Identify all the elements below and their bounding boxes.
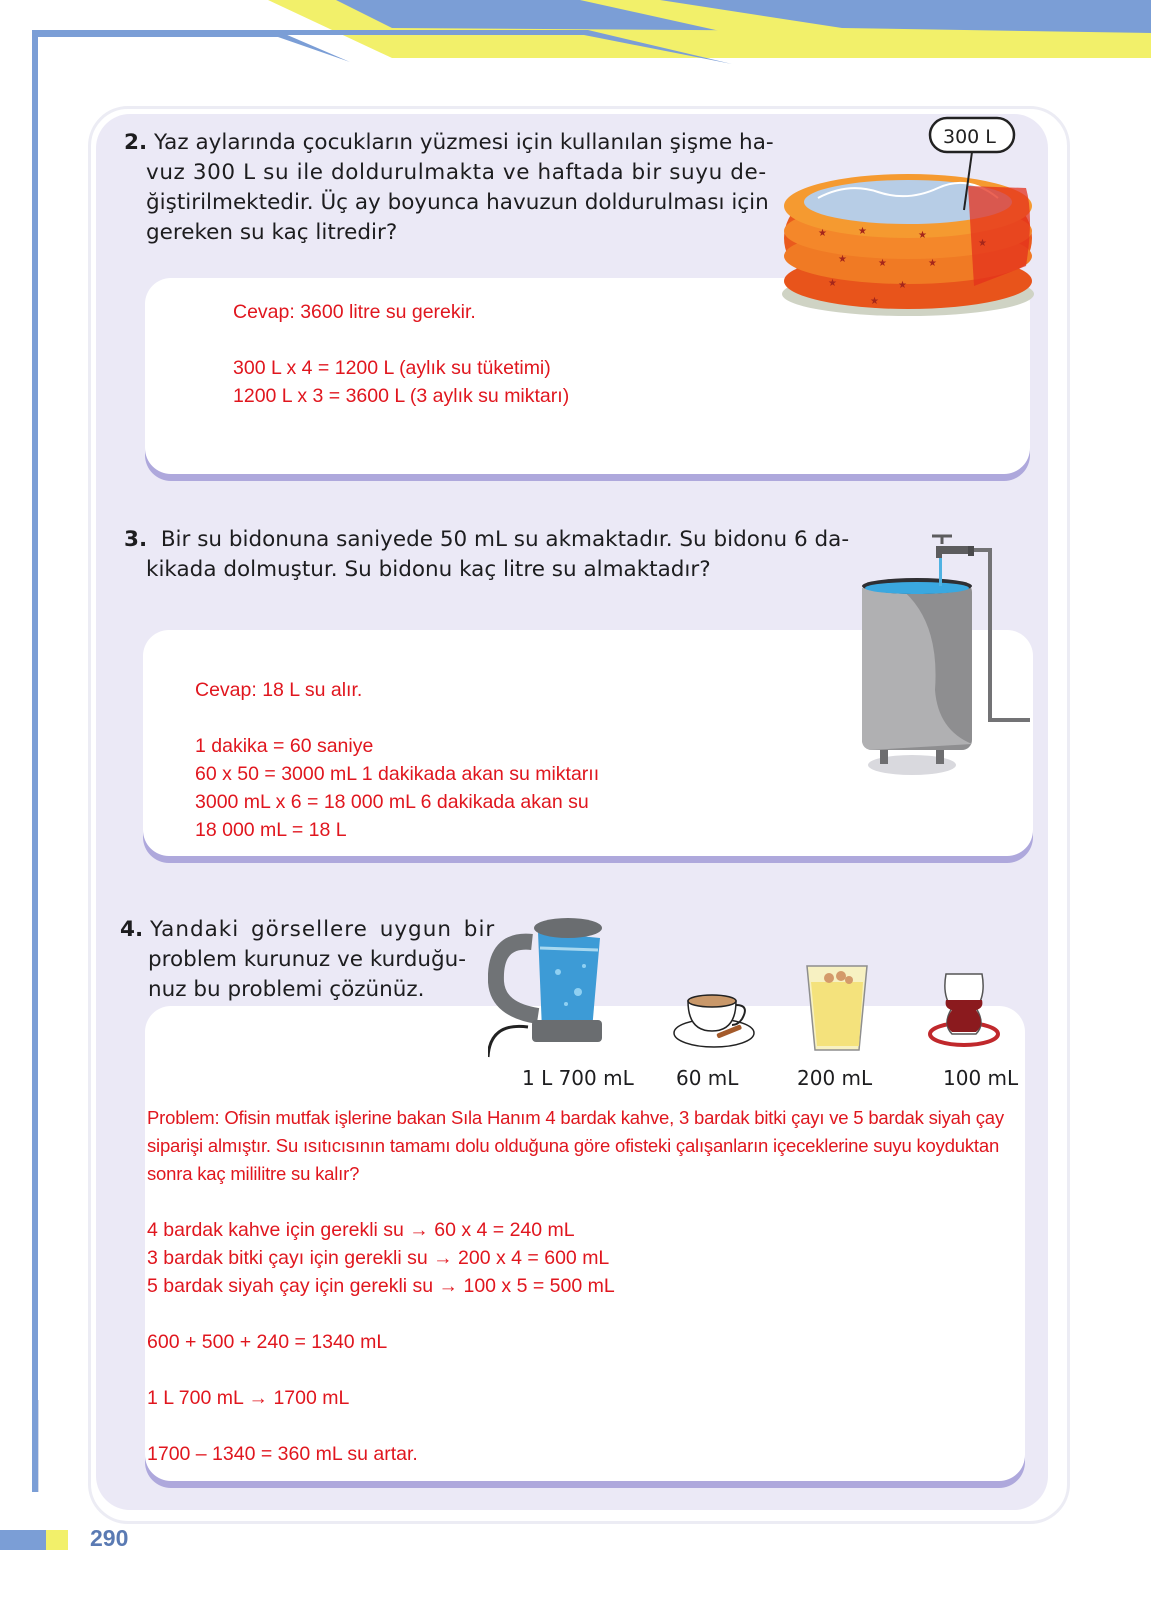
header-rule [32, 30, 752, 70]
answer-line: 3 bardak bitki çayı için gerekli su → 200 x 4 = 600 mL [147, 1247, 610, 1269]
svg-text:★: ★ [828, 278, 837, 289]
svg-text:★: ★ [898, 280, 907, 291]
svg-text:★: ★ [928, 258, 937, 269]
black-tea-glass-image [928, 968, 1000, 1048]
question-2 [124, 128, 774, 248]
svg-text:★: ★ [878, 258, 887, 269]
question-text-line: gereken su kaç litredir? [146, 220, 398, 245]
herbal-tea-glass-image [805, 960, 870, 1055]
svg-text:★: ★ [870, 296, 879, 307]
herbal-tea-volume-label: 200 mL [797, 1066, 873, 1090]
problem-line: Problem: Ofisin mutfak işlerine bakan Sıla Hanım 4 bardak kahve, 3 bardak bitki çayı ve 5 bardak siyah çay [147, 1107, 1004, 1128]
coffee-cup-image [672, 985, 757, 1050]
answer-line: 1 L 700 mL → 1700 mL [147, 1387, 350, 1409]
answer-line: 1 dakika = 60 saniye [195, 735, 374, 757]
question-number: 2. [124, 130, 148, 155]
water-tank-image [860, 530, 1040, 775]
answer-line: 1700 – 1340 = 360 mL su artar. [147, 1443, 418, 1465]
svg-text:★: ★ [838, 254, 847, 265]
kettle-image [488, 912, 628, 1062]
answer-line: 4 bardak kahve için gerekli su → 60 x 4 = 240 mL [147, 1219, 575, 1241]
answer-line: 5 bardak siyah çay için gerekli su → 100 x 5 = 500 mL [147, 1275, 615, 1297]
question-4 [120, 915, 495, 1005]
question-text-line: vuz 300 L su ile doldurulmakta ve haftada bir suyu de- [146, 160, 767, 185]
problem-line: siparişi almıştır. Su ısıtıcısının tamamı dolu olduğuna göre ofisteki çalışanların içeceklerine suyu koyduktan [147, 1135, 1000, 1156]
page-number: 290 [90, 1525, 129, 1551]
answer-line: 18 000 mL = 18 L [195, 819, 347, 841]
answer-line: 1200 L x 3 = 3600 L (3 aylık su miktarı) [233, 385, 570, 407]
footer-yellow-bar [46, 1530, 68, 1550]
answer-line: Cevap: 3600 litre su gerekir. [233, 301, 476, 323]
question-text-line: kikada dolmuştur. Su bidonu kaç litre su almaktadır? [146, 557, 711, 582]
question-text-line: Bir su bidonuna saniyede 50 mL su akmaktadır. Su bidonu 6 da- [160, 527, 850, 552]
answer-line: 3000 mL x 6 = 18 000 mL 6 dakikada akan su [195, 791, 589, 813]
answer-line: 600 + 500 + 240 = 1340 mL [147, 1331, 388, 1353]
question-3 [124, 525, 849, 585]
answer-line: 300 L x 4 = 1200 L (aylık su tüketimi) [233, 357, 551, 379]
answer-line: Cevap: 18 L su alır. [195, 679, 363, 701]
question-text-line: ğiştirilmektedir. Üç ay boyunca havuzun doldurulması için [146, 190, 769, 215]
left-margin-rule [32, 32, 38, 1492]
svg-text:★: ★ [858, 226, 867, 237]
footer-blue-bar [0, 1530, 46, 1550]
svg-text:★: ★ [978, 238, 987, 249]
question-text-line: Yaz aylarında çocukların yüzmesi için kullanılan şişme ha- [153, 130, 774, 155]
svg-text:★: ★ [918, 230, 927, 241]
inflatable-pool-image [778, 116, 1038, 321]
answer-line: 60 x 50 = 3000 mL 1 dakikada akan su miktarıı [195, 763, 600, 785]
black-tea-volume-label: 100 mL [943, 1066, 1019, 1090]
question-text-line: problem kurunuz ve kurduğu- [148, 947, 467, 972]
svg-text:★: ★ [818, 228, 827, 239]
question-number: 4. [120, 917, 144, 942]
question-text-line: nuz bu problemi çözünüz. [148, 977, 425, 1002]
margin-line [38, 1400, 39, 1492]
coffee-volume-label: 60 mL [676, 1066, 739, 1090]
problem-line: sonra kaç mililitre su kalır? [147, 1163, 360, 1184]
pool-tag-label: 300 L [943, 126, 996, 148]
kettle-volume-label: 1 L 700 mL [522, 1066, 634, 1090]
question-text-line: Yandaki görsellere uygun bir [149, 917, 496, 942]
question-number: 3. [124, 527, 148, 552]
